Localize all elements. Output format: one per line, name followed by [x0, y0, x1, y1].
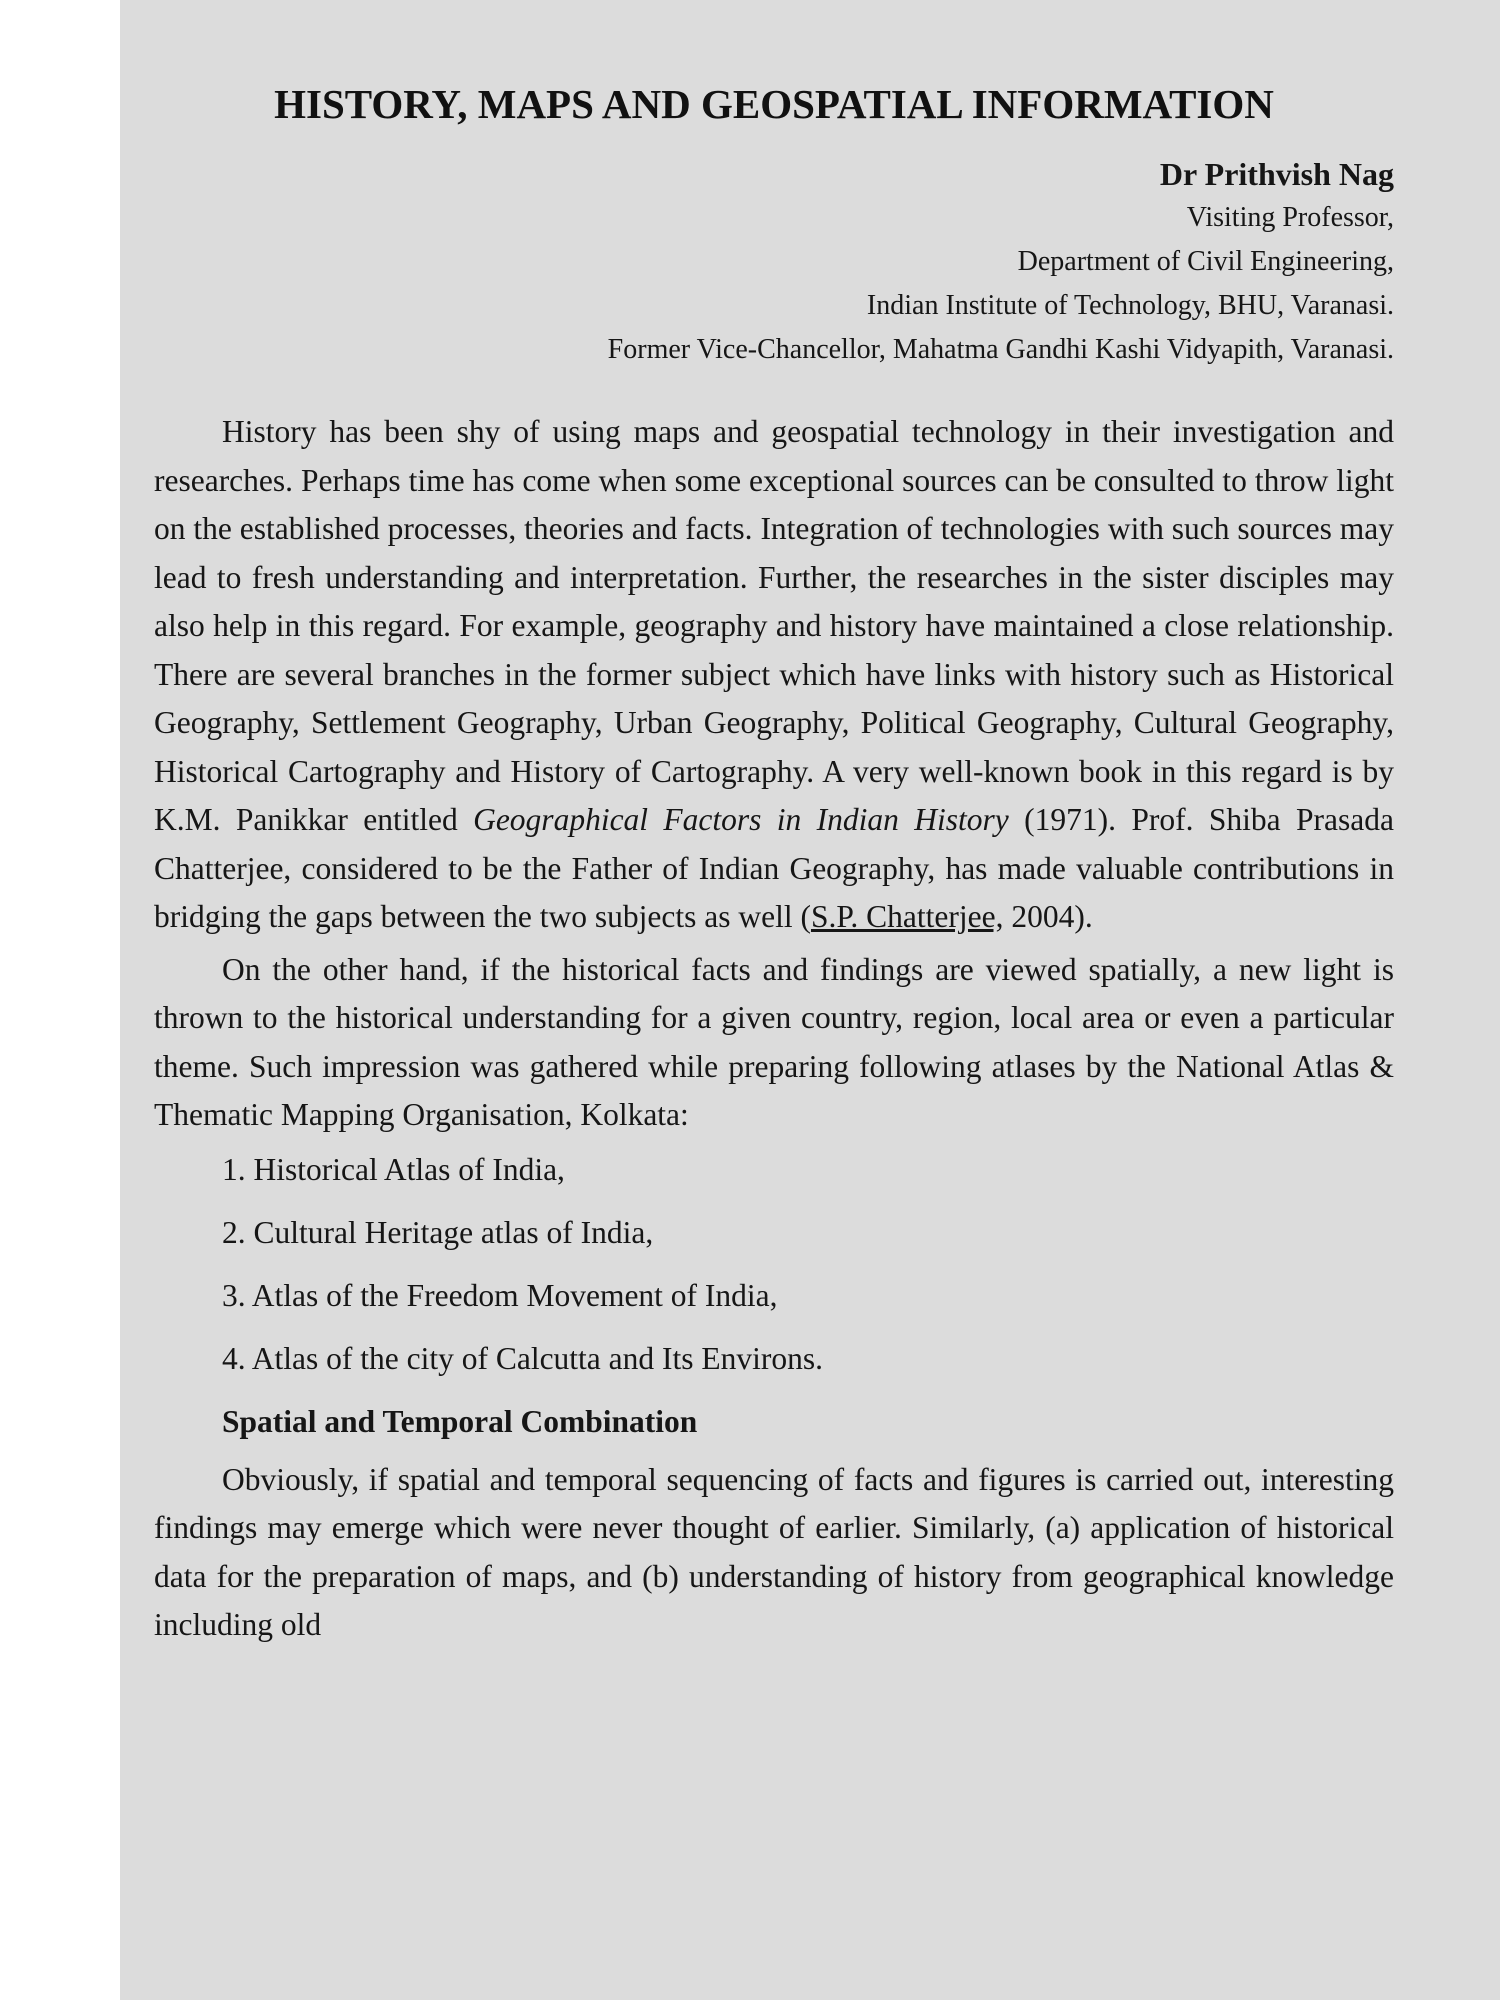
author-block — [154, 152, 1394, 372]
paragraph-atlases-intro: On the other hand, if the historical facts and findings are viewed spatially, a new light is thrown to the historical understanding for a given country, region, local area or even a particular theme. Such impression was gathered while preparing following atlases by the National Atlas & Thematic Mapping Organisation, Kolkata: — [154, 951, 1394, 1132]
author-affiliation-position: Visiting Professor, — [1186, 202, 1394, 233]
list-item: 4. Atlas of the city of Calcutta and Its Environs. — [222, 1340, 824, 1376]
page-content — [154, 78, 1394, 1650]
author-affiliation-department: Department of Civil Engineering, — [1017, 246, 1394, 277]
document-page — [120, 0, 1500, 2000]
author-name: Dr Prithvish Nag — [1159, 156, 1394, 192]
list-item: 2. Cultural Heritage atlas of India, — [222, 1214, 654, 1250]
paragraph-intro — [154, 408, 1394, 942]
list-item: 1. Historical Atlas of India, — [222, 1151, 565, 1187]
list-item: 3. Atlas of the Freedom Movement of India, — [222, 1277, 778, 1313]
scan-margin — [0, 0, 120, 2000]
paragraph-intro-text-b: (1971). Prof. Shiba Prasada Chatterjee, considered to be the Father of Indian Geography, has made valuable contributions in bridging the gaps between the two subjects as well ( — [154, 802, 1394, 934]
paragraph-intro-text-a: History has been shy of using maps and geospatial technology in their investigation and researches. Perhaps time has come when some exceptional sources can be consulted to throw light on the established processes, theories and facts. Integration of technologies with such sources may lead to fresh understanding and interpretation. Further, the researches in the sister disciples may also help in this regard. For example, geography and history have maintained a close relationship. There are several branches in the former subject which have links with history such as Historical Geography, Settlement Geography, Urban Geography, Political Geography, Cultural Geography, Historical Cartography and History of Cartography. A very well-known book in this regard is by K.M. Panikkar entitled — [154, 414, 1394, 837]
article-title: HISTORY, MAPS AND GEOSPATIAL INFORMATION — [274, 81, 1274, 127]
author-affiliation-institute: Indian Institute of Technology, BHU, Varanasi. — [866, 290, 1394, 321]
atlas-list — [154, 1144, 1394, 1385]
article-body — [154, 408, 1394, 1650]
paragraph-intro-text-c: 2004). — [1003, 899, 1093, 934]
paragraph-spatial-temporal: Obviously, if spatial and temporal sequencing of facts and figures is carried out, interesting findings may emerge which were never thought of earlier. Similarly, (a) application of historical data for the preparation of maps, and (b) understanding of history from geographical knowledge including old — [154, 1461, 1394, 1642]
author-affiliation-former: Former Vice-Chancellor, Mahatma Gandhi Kashi Vidyapith, Varanasi. — [607, 334, 1394, 365]
section-heading: Spatial and Temporal Combination — [222, 1403, 698, 1439]
book-title: Geographical Factors in Indian History — [473, 802, 1009, 837]
citation-link: S.P. Chatterjee, — [810, 899, 1004, 934]
